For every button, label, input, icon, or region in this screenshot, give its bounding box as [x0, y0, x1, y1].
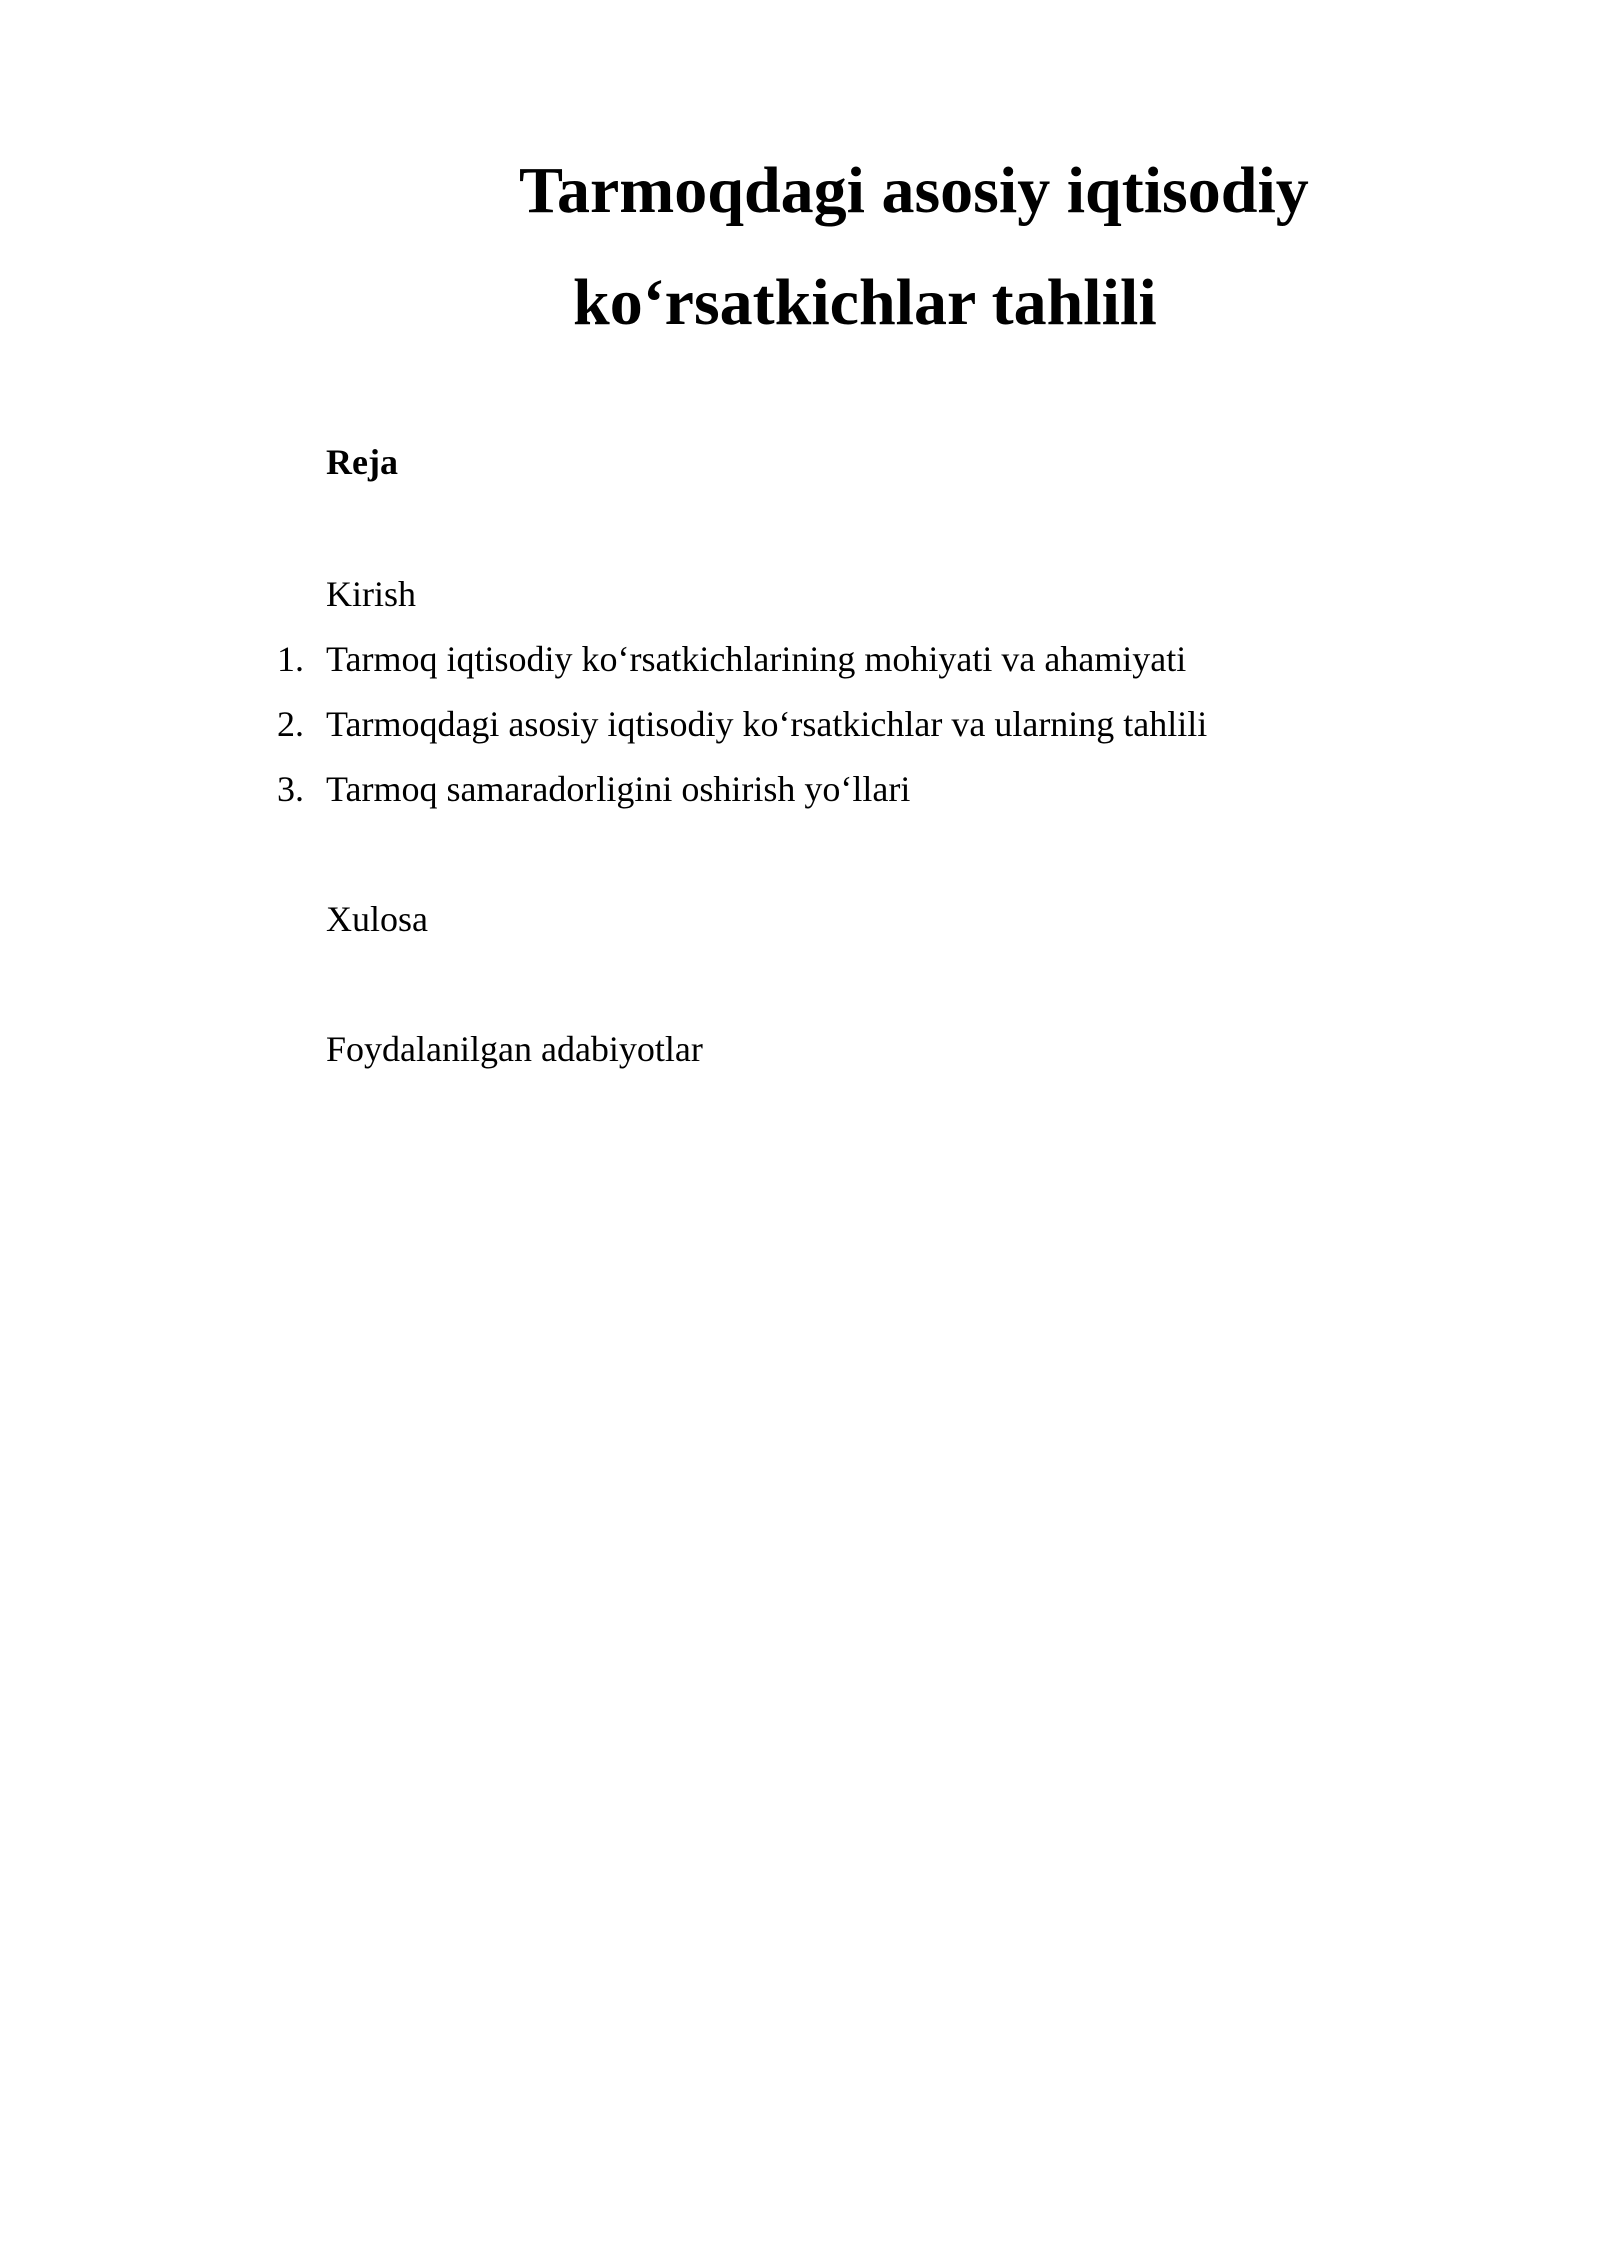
document-title-line-1: Tarmoqdagi asosiy iqtisodiy [519, 154, 1309, 227]
plan-item-number: 3. [277, 769, 304, 809]
plan-references: Foydalanilgan adabiyotlar [326, 1029, 703, 1069]
plan-heading: Reja [326, 442, 398, 482]
plan-intro: Kirish [326, 574, 416, 614]
document-title-line-2: ko‘rsatkichlar tahlili [573, 266, 1157, 339]
plan-item-number: 1. [277, 639, 304, 679]
plan-item-text: Tarmoq samaradorligini oshirish yo‘llari [326, 769, 911, 809]
plan-item-text: Tarmoqdagi asosiy iqtisodiy ko‘rsatkichlar va ularning tahlili [326, 704, 1208, 744]
plan-item-text: Tarmoq iqtisodiy ko‘rsatkichlarining mohiyati va ahamiyati [326, 639, 1187, 679]
plan-conclusion: Xulosa [326, 899, 428, 939]
plan-item-number: 2. [277, 704, 304, 744]
